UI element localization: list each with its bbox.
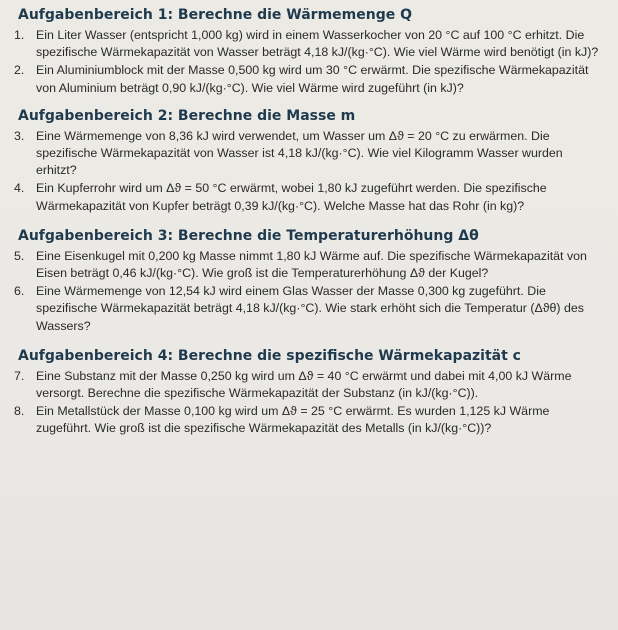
task-item <box>14 62 608 96</box>
task-number: 3. <box>14 128 25 143</box>
task-text: Eine Eisenkugel mit 0,200 kg Masse nimmt 1,80 kJ Wärme auf. Die spezifische Wärmekapazität von Eisen beträgt 0,46 kJ/(kg·°C). Wie groß ist die Temperaturerhöhung Δϑ der Kugel? <box>36 248 587 281</box>
section-3 <box>14 227 608 335</box>
task-text: Ein Metallstück der Masse 0,100 kg wird um Δϑ = 25 °C erwärmt. Es wurden 1,125 kJ Wärme zugeführt. Wie groß ist die spezifische Wärmekapazität des Metalls (in kJ/(kg·°C))? <box>36 404 550 436</box>
task-number: 7. <box>14 368 25 383</box>
section-4 <box>14 347 608 438</box>
task-item <box>14 27 608 61</box>
task-text: Ein Kupferrohr wird um Δϑ = 50 °C erwärmt, wobei 1,80 kJ zugeführt werden. Die spezifische Wärmekapazität von Kupfer beträgt 0,39 kJ/(kg·°C). Welche Masse hat das Rohr (in kg)? <box>36 181 547 213</box>
task-text: Eine Substanz mit der Masse 0,250 kg wird um Δϑ = 40 °C erwärmt und dabei mit 4,00 kJ Wärme versorgt. Berechne die spezifische Wärmekapazität der Substanz (in kJ/(kg·°C)). <box>36 368 572 401</box>
task-list <box>14 128 608 215</box>
task-number: 2. <box>14 63 25 78</box>
task-item <box>14 368 608 402</box>
task-number: 5. <box>14 248 25 263</box>
section-1 <box>14 6 608 97</box>
task-item <box>14 283 608 335</box>
task-number: 8. <box>14 404 25 419</box>
task-text: Eine Wärmemenge von 8,36 kJ wird verwendet, um Wasser um Δϑ = 20 °C zu erwärmen. Die spezifische Wärmekapazität von Wasser ist 4,18 kJ/(kg·°C). Wie viel Kilogramm Wasser wurden erhitzt? <box>36 128 563 178</box>
task-list <box>14 27 608 97</box>
task-number: 4. <box>14 181 25 196</box>
task-number: 1. <box>14 28 25 42</box>
task-item <box>14 180 608 214</box>
section-heading: Aufgabenbereich 4: Berechne die spezifische Wärmekapazität c <box>18 347 521 364</box>
task-text: Eine Wärmemenge von 12,54 kJ wird einem Glas Wasser der Masse 0,300 kg zugeführt. Die spezifische Wärmekapazität beträgt 4,18 kJ/(kg·°C). Wie stark erhöht sich die Temperatur (Δϑθ) des Wassers? <box>36 284 584 333</box>
task-item <box>14 248 608 282</box>
task-list <box>14 368 608 438</box>
task-text: Ein Liter Wasser (entspricht 1,000 kg) wird in einem Wasserkocher von 20 °C auf 100 °C erhitzt. Die spezifische Wärmekapazität von Wasser beträgt 4,18 kJ/(kg·°C). Wie viel Wärme wird benötigt (in kJ)? <box>36 28 599 60</box>
task-number: 6. <box>14 284 25 299</box>
section-heading: Aufgabenbereich 2: Berechne die Masse m <box>18 107 356 124</box>
task-list <box>14 248 608 335</box>
task-item <box>14 128 608 180</box>
section-heading: Aufgabenbereich 3: Berechne die Temperaturerhöhung Δθ <box>18 227 479 244</box>
task-text: Ein Aluminiumblock mit der Masse 0,500 kg wird um 30 °C erwärmt. Die spezifische Wärmekapazität von Aluminium beträgt 0,90 kJ/(kg·°C). Wie viel Wärme wird zugeführt (in kJ)? <box>36 63 589 95</box>
section-2 <box>14 107 608 215</box>
task-item <box>14 403 608 437</box>
section-heading: Aufgabenbereich 1: Berechne die Wärmemenge Q <box>18 7 412 23</box>
